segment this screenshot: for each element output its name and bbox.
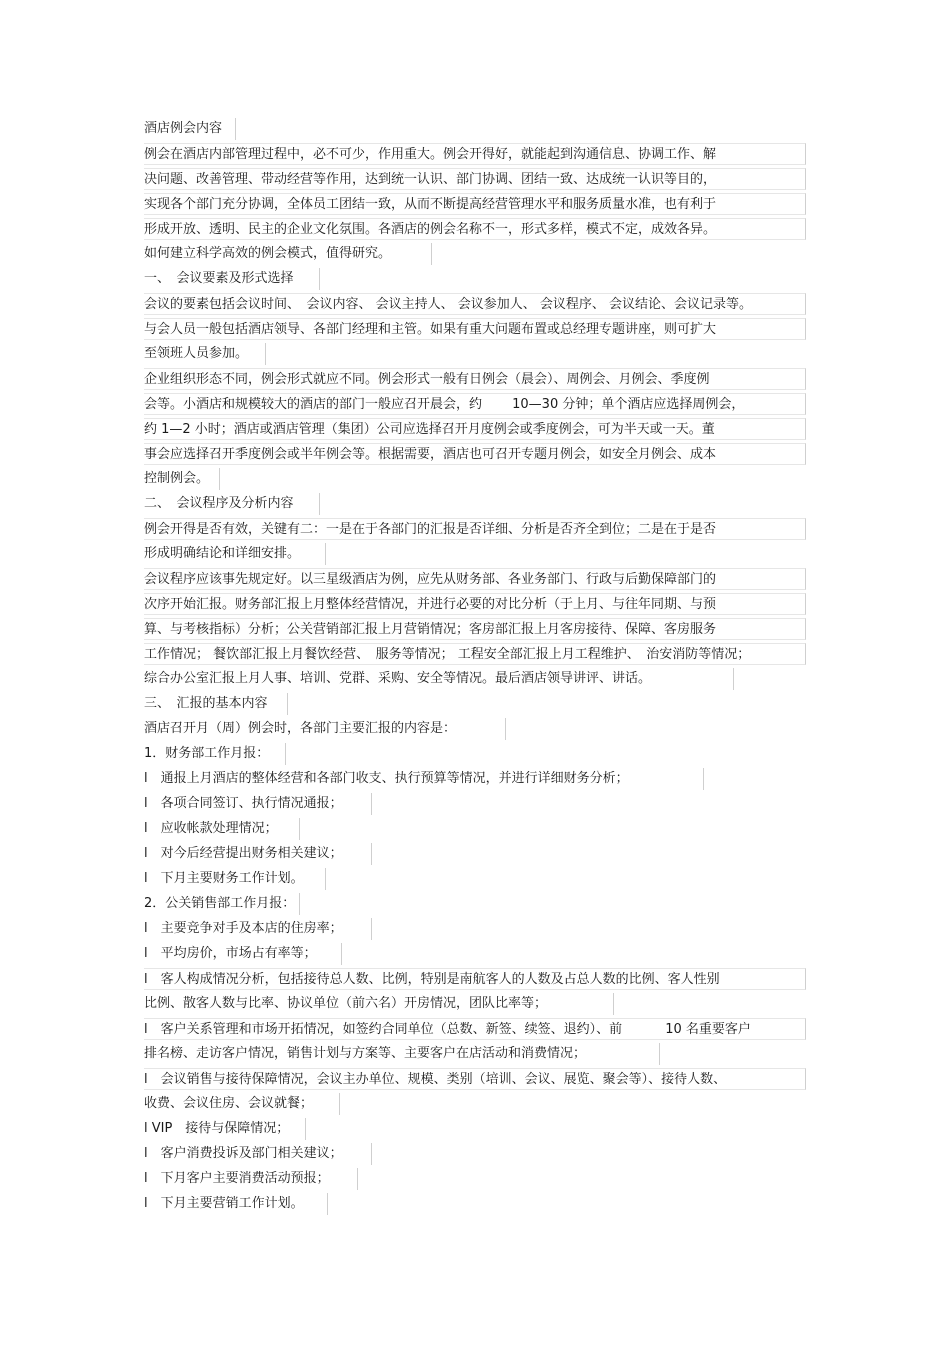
list-item: l VIP 接待与保障情况； [144, 1118, 306, 1140]
list-item: l 下月主要营销工作计划。 [144, 1193, 328, 1215]
subsection-heading: 2．公关销售部工作月报： [144, 893, 300, 915]
paragraph-line: 会等。小酒店和规模较大的酒店的部门一般应召开晨会，约 10—30 分钟；单个酒店应选择周例会， [144, 393, 806, 415]
list-item: l 应收帐款处理情况； [144, 818, 300, 840]
paragraph-line: 如何建立科学高效的例会模式，值得研究。 [144, 243, 432, 265]
subsection-heading: 1．财务部工作月报： [144, 743, 286, 765]
list-item: l 下月主要财务工作计划。 [144, 868, 326, 890]
paragraph-line: 决问题、改善管理、带动经营等作用，达到统一认识、部门协调、团结一致、达成统一认识等目的， [144, 168, 806, 190]
document-title: 酒店例会内容 [144, 118, 236, 140]
paragraph-line: 会议的要素包括会议时间、 会议内容、 会议主持人、 会议参加人、 会议程序、 会议结论、会议记录等。 [144, 293, 806, 315]
paragraph-line: 与会人员一般包括酒店领导、各部门经理和主管。如果有重大问题布置或总经理专题讲座，则可扩大 [144, 318, 806, 340]
list-item: l 会议销售与接待保障情况，会议主办单位、规模、类别（培训、会议、展览、聚会等）、接待人数、 [144, 1068, 806, 1090]
paragraph-line: 实现各个部门充分协调，全体员工团结一致，从而不断提高经营管理水平和服务质量水准，也有利于 [144, 193, 806, 215]
list-item-continuation: 排名榜、走访客户情况，销售计划与方案等、主要客户在店活动和消费情况； [144, 1043, 660, 1065]
paragraph-line: 例会在酒店内部管理过程中，必不可少，作用重大。例会开得好，就能起到沟通信息、协调工作、解 [144, 143, 806, 165]
list-item: l 平均房价，市场占有率等； [144, 943, 342, 965]
section-heading: 二、 会议程序及分析内容 [144, 493, 320, 515]
list-item: l 下月客户主要消费活动预报； [144, 1168, 358, 1190]
paragraph-line: 形成明确结论和详细安排。 [144, 543, 326, 565]
paragraph-line: 企业组织形态不同，例会形式就应不同。例会形式一般有日例会（晨会）、周例会、月例会、季度例 [144, 368, 806, 390]
list-item: l 主要竞争对手及本店的住房率； [144, 918, 372, 940]
list-item: l 对今后经营提出财务相关建议； [144, 843, 372, 865]
paragraph-line: 至领班人员参加。 [144, 343, 266, 365]
section-heading: 三、 汇报的基本内容 [144, 693, 288, 715]
list-item-continuation: 收费、会议住房、会议就餐； [144, 1093, 340, 1115]
paragraph-line: 工作情况； 餐饮部汇报上月餐饮经营、 服务等情况； 工程安全部汇报上月工程维护、 治安消防等情况； [144, 643, 806, 665]
paragraph-line: 酒店召开月（周）例会时，各部门主要汇报的内容是： [144, 718, 506, 740]
list-item: l 客户关系管理和市场开拓情况，如签约合同单位（总数、新签、续签、退约）、前 10 名重要客户 [144, 1018, 806, 1040]
paragraph-line: 例会开得是否有效，关键有二：一是在于各部门的汇报是否详细、分析是否齐全到位；二是在于是否 [144, 518, 806, 540]
paragraph-line: 形成开放、透明、民主的企业文化氛围。各酒店的例会名称不一，形式多样，模式不定，成效各异。 [144, 218, 806, 240]
list-item: l 通报上月酒店的整体经营和各部门收支、执行预算等情况，并进行详细财务分析； [144, 768, 704, 790]
paragraph-line: 算、与考核指标）分析；公关营销部汇报上月营销情况；客房部汇报上月客房接待、保障、客房服务 [144, 618, 806, 640]
paragraph-line: 约 1—2 小时；酒店或酒店管理（集团）公司应选择召开月度例会或季度例会，可为半天或一天。董 [144, 418, 806, 440]
paragraph-line: 综合办公室汇报上月人事、培训、党群、采购、安全等情况。最后酒店领导讲评、讲话。 [144, 668, 734, 690]
section-heading: 一、 会议要素及形式选择 [144, 268, 320, 290]
paragraph-line: 会议程序应该事先规定好。以三星级酒店为例，应先从财务部、各业务部门、行政与后勤保障部门的 [144, 568, 806, 590]
list-item: l 客人构成情况分析，包括接待总人数、比例，特别是南航客人的人数及占总人数的比例、客人性别 [144, 968, 806, 990]
paragraph-line: 次序开始汇报。财务部汇报上月整体经营情况，并进行必要的对比分析（于上月、与往年同期、与预 [144, 593, 806, 615]
list-item: l 客户消费投诉及部门相关建议； [144, 1143, 372, 1165]
list-item-continuation: 比例、散客人数与比率、协议单位（前六名）开房情况，团队比率等； [144, 993, 614, 1015]
paragraph-line: 事会应选择召开季度例会或半年例会等。根据需要，酒店也可召开专题月例会，如安全月例会、成本 [144, 443, 806, 465]
paragraph-line: 控制例会。 [144, 468, 220, 490]
list-item: l 各项合同签订、执行情况通报； [144, 793, 372, 815]
